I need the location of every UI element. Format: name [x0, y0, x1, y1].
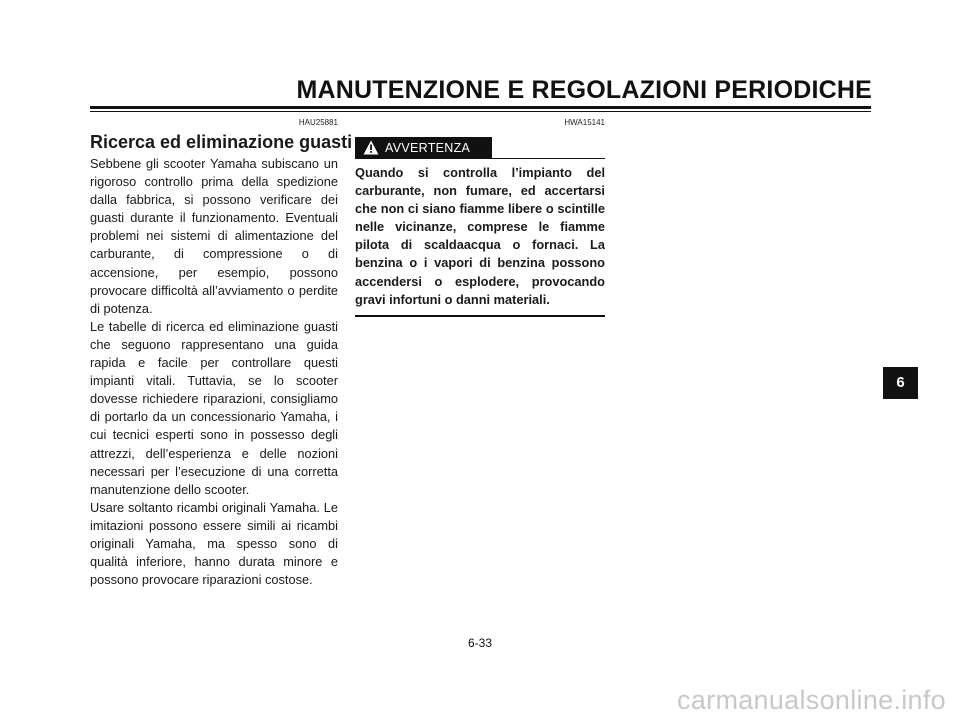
- warning-ref-code: HWA15141: [564, 118, 605, 127]
- header-rule-thick: [90, 106, 871, 109]
- warning-bottom-rule: [355, 315, 605, 317]
- warning-header-line: [492, 158, 605, 159]
- warning-badge: [355, 137, 492, 159]
- chapter-tab: 6: [883, 367, 918, 399]
- left-column: [90, 117, 353, 589]
- body-paragraph-2: Le tabelle di ricerca ed eliminazione guasti che seguono rappresentano una guida rapida e facile per controllare questi impianti vitali. Tuttavia, se lo scooter dovesse richiedere riparazioni, consigliamo di portarlo da un concessionario Yamaha, i cui tecnici esperti sono in possesso degli attrezzi, dell’esperienza e delle nozioni necessari per l’esecuzione di una corretta manutenzione dello scooter.: [90, 318, 338, 497]
- watermark: carmanualsonline.info: [677, 685, 946, 715]
- warning-label: AVVERTENZA: [385, 141, 471, 155]
- warning-text: Quando si controlla l’impianto del carburante, non fumare, ed accertarsi che non ci siano fiamme libere o scintille nelle vicinanze, comprese le fiamme pilota di scaldaacqua o fornaci. La benzina o i vapori di benzina possono accendersi o esplodere, provocando gravi infortuni o danni materiali.: [355, 165, 605, 307]
- body-paragraph-1: Sebbene gli scooter Yamaha subiscano un rigoroso controllo prima della spedizione dalla fabbrica, si possono verificare dei guasti durante il funzionamento. Eventuali problemi nei sistemi di alimentazione del carburante, di compressione o di accensione, per esempio, possono provocare difficoltà all’avviamento o perdite di potenza.: [90, 156, 338, 316]
- body-paragraph-3: Usare soltanto ricambi originali Yamaha. Le imitazioni possono essere simili ai ricambi originali Yamaha, ma spesso sono di qualità inferiore, hanno durata minore e possono provocare riparazioni costose.: [90, 499, 338, 588]
- section-ref-code: HAU25881: [298, 118, 338, 127]
- section-title: Ricerca ed eliminazione guasti: [90, 132, 353, 152]
- page-number: 6-33: [467, 636, 493, 650]
- warning-box: [355, 117, 605, 317]
- warning-header: [355, 129, 605, 159]
- warning-triangle-icon: [363, 140, 379, 155]
- page-header-title: MANUTENZIONE E REGOLAZIONI PERIODICHE: [296, 76, 872, 104]
- header-rule-thin: [90, 111, 871, 112]
